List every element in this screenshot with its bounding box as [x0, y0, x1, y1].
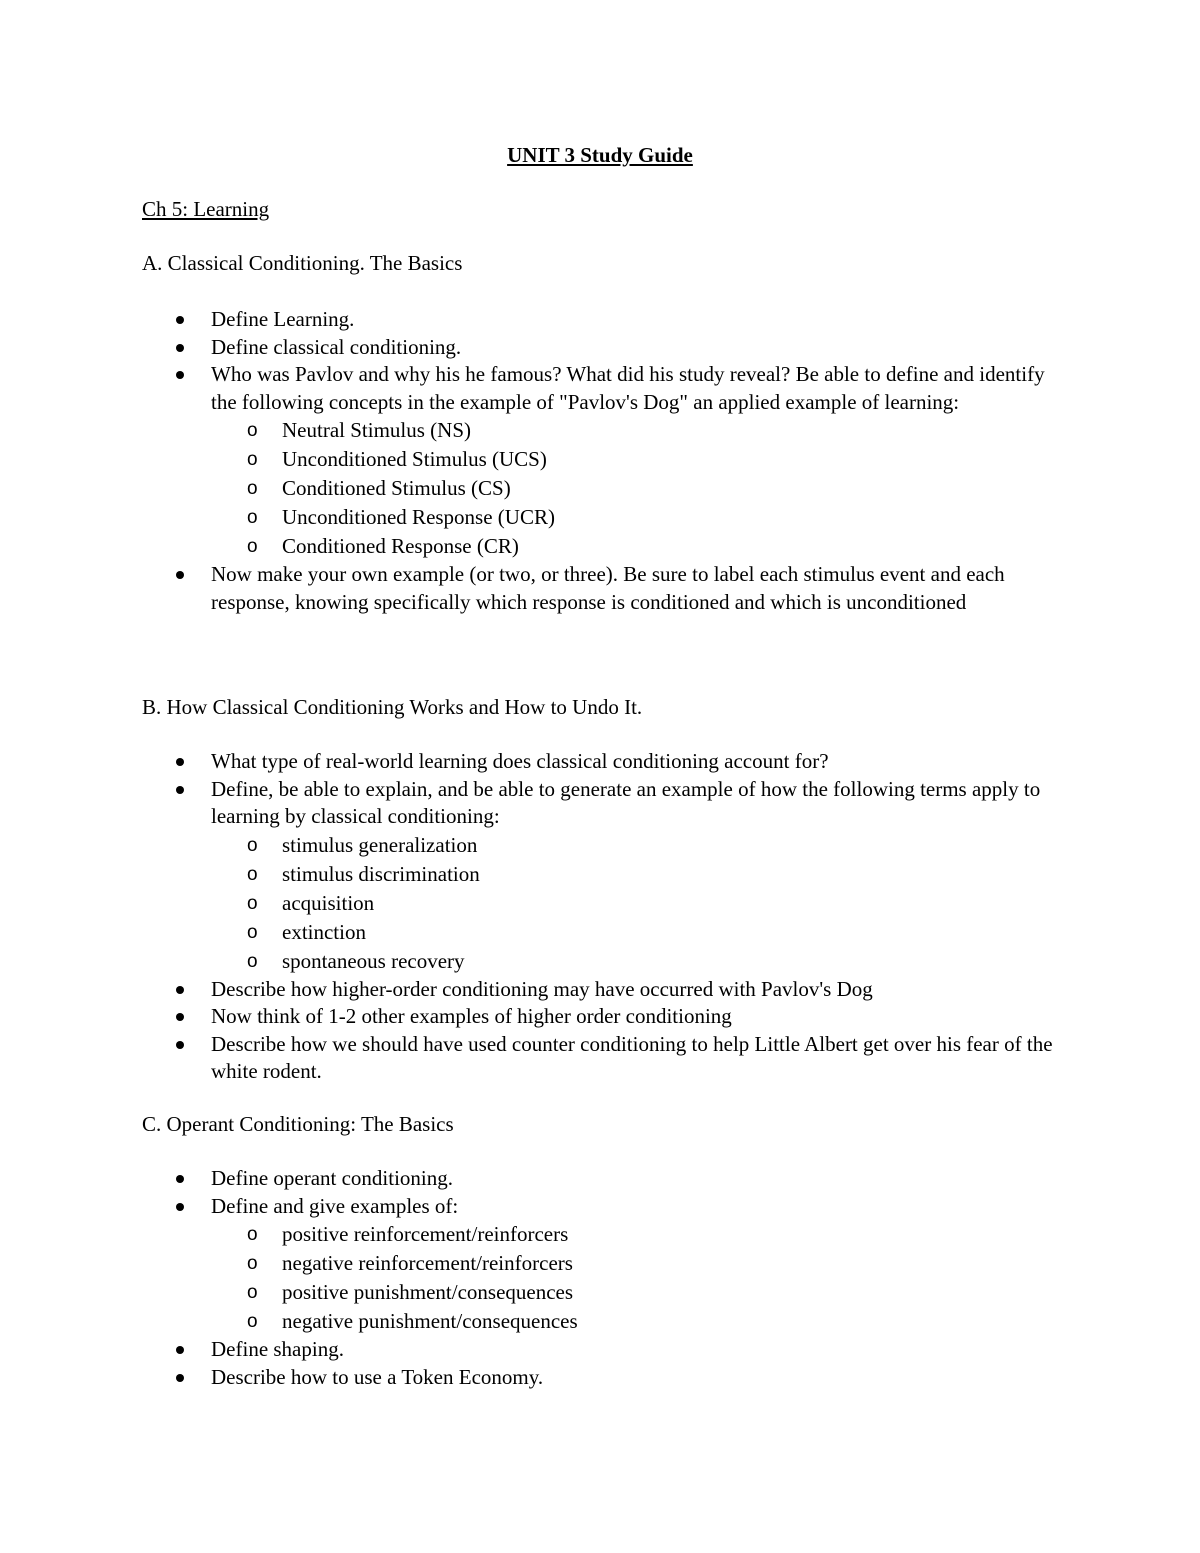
sub-list-item: o stimulus discrimination — [211, 860, 1061, 889]
sub-list-item: o Neutral Stimulus (NS) — [211, 416, 1061, 445]
list-item: Define and give examples of: o positive reinforcement/reinforcers o negative reinforcement/reinforcers o positive punishment/consequences o negative punishment/consequences — [0, 1193, 1061, 1337]
list-item: Now make your own example (or two, or three). Be sure to label each stimulus event and each response, knowing specifically which response is conditioned and which is unconditioned — [0, 561, 1061, 616]
bullet-icon — [176, 371, 184, 379]
list-item: Describe how we should have used counter conditioning to help Little Albert get over his fear of the white rodent. — [0, 1031, 1061, 1086]
sub-list-item: o acquisition — [211, 889, 1061, 918]
bullet-icon — [176, 786, 184, 794]
circle-bullet-icon: o — [247, 420, 258, 441]
sub-list-item: o Unconditioned Response (UCR) — [211, 503, 1061, 532]
circle-bullet-icon: o — [247, 950, 258, 972]
sub-list — [211, 831, 1061, 976]
bullet-icon — [176, 1374, 184, 1382]
sub-list — [211, 416, 1061, 561]
section-heading-c: C. Operant Conditioning: The Basics — [142, 1112, 454, 1136]
section-a-list — [0, 306, 1200, 616]
circle-bullet-icon: o — [247, 863, 258, 885]
sub-list-item: o Conditioned Stimulus (CS) — [211, 474, 1061, 503]
bullet-icon — [176, 986, 184, 994]
list-item: Who was Pavlov and why his he famous? What did his study reveal? Be able to define and identify the following concepts in the example of "Pavlov's Dog" an applied example of learning: o Neutral Stimulus (NS) o Unconditioned Stimulus (UCS) o Conditioned Stimulus (CS) o Unconditioned Response (UCR) o Conditioned Response (CR) — [0, 361, 1061, 561]
section-b-list — [0, 748, 1200, 1086]
section-heading-b: B. How Classical Conditioning Works and How to Undo It. — [142, 695, 643, 719]
bullet-icon — [176, 344, 184, 352]
sub-list-item: o negative reinforcement/reinforcers — [211, 1249, 1061, 1278]
list-item: Define, be able to explain, and be able to generate an example of how the following terms apply to learning by classical conditioning: o stimulus generalization o stimulus discrimination o acquisition o extinction o spontaneous recovery — [0, 776, 1061, 976]
sub-list — [211, 1220, 1061, 1336]
list-item: Define operant conditioning. — [0, 1165, 1061, 1193]
sub-list-item: o extinction — [211, 918, 1061, 947]
section-c-list — [0, 1165, 1200, 1391]
bullet-icon — [176, 758, 184, 766]
bullet-icon — [176, 1175, 184, 1183]
list-item: What type of real-world learning does classical conditioning account for? — [0, 748, 1061, 776]
sub-list-item: o negative punishment/consequences — [211, 1307, 1061, 1336]
circle-bullet-icon: o — [247, 1311, 258, 1332]
list-item: Define shaping. — [0, 1336, 1061, 1364]
sub-list-item: o positive reinforcement/reinforcers — [211, 1220, 1061, 1249]
sub-list-item: o spontaneous recovery — [211, 947, 1061, 976]
circle-bullet-icon: o — [247, 1282, 258, 1303]
circle-bullet-icon: o — [247, 478, 258, 499]
bullet-icon — [176, 1013, 184, 1021]
list-item: Describe how higher-order conditioning may have occurred with Pavlov's Dog — [0, 976, 1061, 1004]
bullet-icon — [176, 571, 184, 579]
circle-bullet-icon: o — [247, 892, 258, 914]
sub-list-item: o Unconditioned Stimulus (UCS) — [211, 445, 1061, 474]
list-item: Define classical conditioning. — [0, 334, 1061, 362]
bullet-icon — [176, 316, 184, 324]
section-heading-a: A. Classical Conditioning. The Basics — [142, 251, 463, 275]
chapter-heading: Ch 5: Learning — [142, 197, 270, 221]
circle-bullet-icon: o — [247, 536, 258, 557]
circle-bullet-icon: o — [247, 507, 258, 528]
sub-list-item: o stimulus generalization — [211, 831, 1061, 860]
bullet-icon — [176, 1203, 184, 1211]
sub-list-item: o Conditioned Response (CR) — [211, 532, 1061, 561]
list-item: Now think of 1-2 other examples of higher order conditioning — [0, 1003, 1061, 1031]
circle-bullet-icon: o — [247, 834, 258, 856]
document-title: UNIT 3 Study Guide — [507, 143, 693, 167]
bullet-icon — [176, 1346, 184, 1354]
list-item: Define Learning. — [0, 306, 1061, 334]
bullet-icon — [176, 1041, 184, 1049]
circle-bullet-icon: o — [247, 1253, 258, 1274]
list-item: Describe how to use a Token Economy. — [0, 1364, 1061, 1392]
sub-list-item: o positive punishment/consequences — [211, 1278, 1061, 1307]
circle-bullet-icon: o — [247, 1224, 258, 1245]
circle-bullet-icon: o — [247, 921, 258, 943]
circle-bullet-icon: o — [247, 449, 258, 470]
